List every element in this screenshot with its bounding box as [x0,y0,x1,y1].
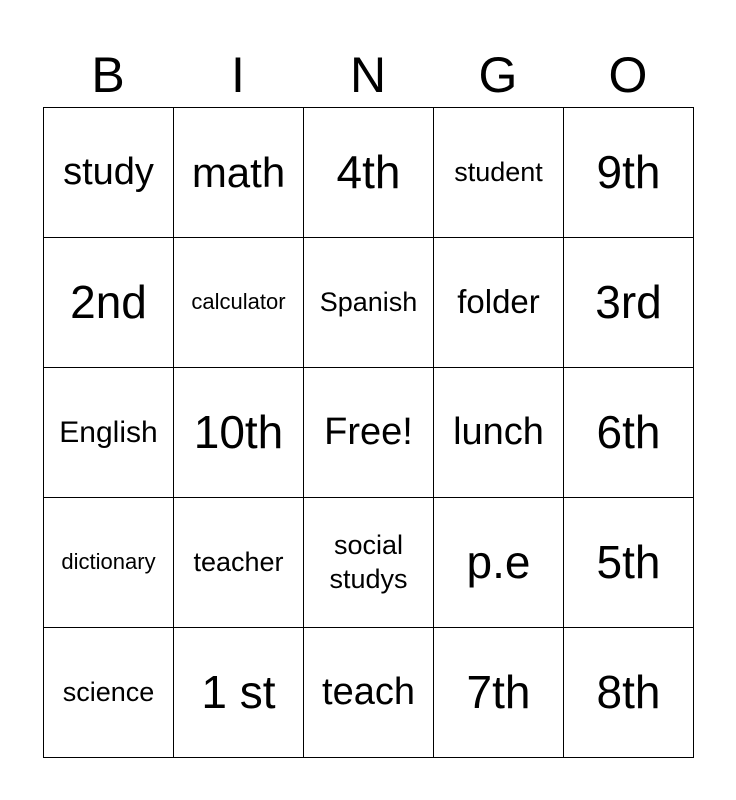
cell-text: 10th [193,405,284,458]
header-letter-n: N [349,47,387,103]
bingo-cell-r5-c5[interactable] [564,628,694,758]
bingo-cell-r3-c3[interactable] [304,368,434,498]
cell-text: social studys [329,529,408,594]
header-letter-i: I [231,47,245,103]
bingo-cell-r4-c2[interactable] [174,498,304,628]
cell-text: dictionary [61,549,156,575]
cell-text: 9th [596,145,661,198]
cell-text: 2nd [70,275,147,328]
bingo-cell-r1-c2[interactable] [174,108,304,238]
bingo-cell-r2-c5[interactable] [564,238,694,368]
bingo-cell-r2-c4[interactable] [434,238,564,368]
bingo-cell-r4-c3[interactable] [304,498,434,628]
bingo-cell-r5-c4[interactable] [434,628,564,758]
bingo-cell-r5-c2[interactable] [174,628,304,758]
cell-text: student [454,157,543,188]
bingo-cell-r3-c4[interactable] [434,368,564,498]
bingo-cell-r1-c4[interactable] [434,108,564,238]
cell-text: calculator [191,289,286,315]
bingo-cell-r2-c1[interactable] [44,238,174,368]
bingo-cell-r4-c1[interactable] [44,498,174,628]
cell-text: 5th [596,535,661,588]
bingo-cell-r2-c3[interactable] [304,238,434,368]
cell-text: 3rd [595,275,662,328]
cell-text: p.e [466,535,531,588]
bingo-cell-r3-c2[interactable] [174,368,304,498]
header-letter-b: B [91,47,125,103]
cell-text: 6th [596,405,661,458]
cell-text: English [59,415,158,449]
bingo-cell-r1-c1[interactable] [44,108,174,238]
cell-text: 1 st [201,665,276,718]
cell-text: 8th [596,665,661,718]
bingo-cell-r3-c5[interactable] [564,368,694,498]
bingo-cell-r5-c3[interactable] [304,628,434,758]
cell-text: lunch [453,411,544,454]
bingo-cell-r3-c1[interactable] [44,368,174,498]
bingo-cell-r1-c3[interactable] [304,108,434,238]
cell-text: Spanish [319,287,418,318]
cell-text: math [191,148,286,196]
bingo-cell-r4-c4[interactable] [434,498,564,628]
bingo-cell-r2-c2[interactable] [174,238,304,368]
cell-text: Free! [324,411,413,454]
bingo-grid [43,107,694,758]
bingo-cell-r5-c1[interactable] [44,628,174,758]
cell-text: 7th [466,665,531,718]
cell-text: science [62,677,155,708]
cell-text: teach [322,671,415,714]
header-letter-g: G [478,47,518,103]
cell-text: teacher [193,547,284,578]
cell-text: study [63,151,154,194]
bingo-cell-r1-c5[interactable] [564,108,694,238]
header-letter-o: O [608,47,648,103]
cell-text: folder [457,283,540,321]
cell-text: 4th [336,145,401,198]
bingo-header [43,44,693,106]
bingo-cell-r4-c5[interactable] [564,498,694,628]
